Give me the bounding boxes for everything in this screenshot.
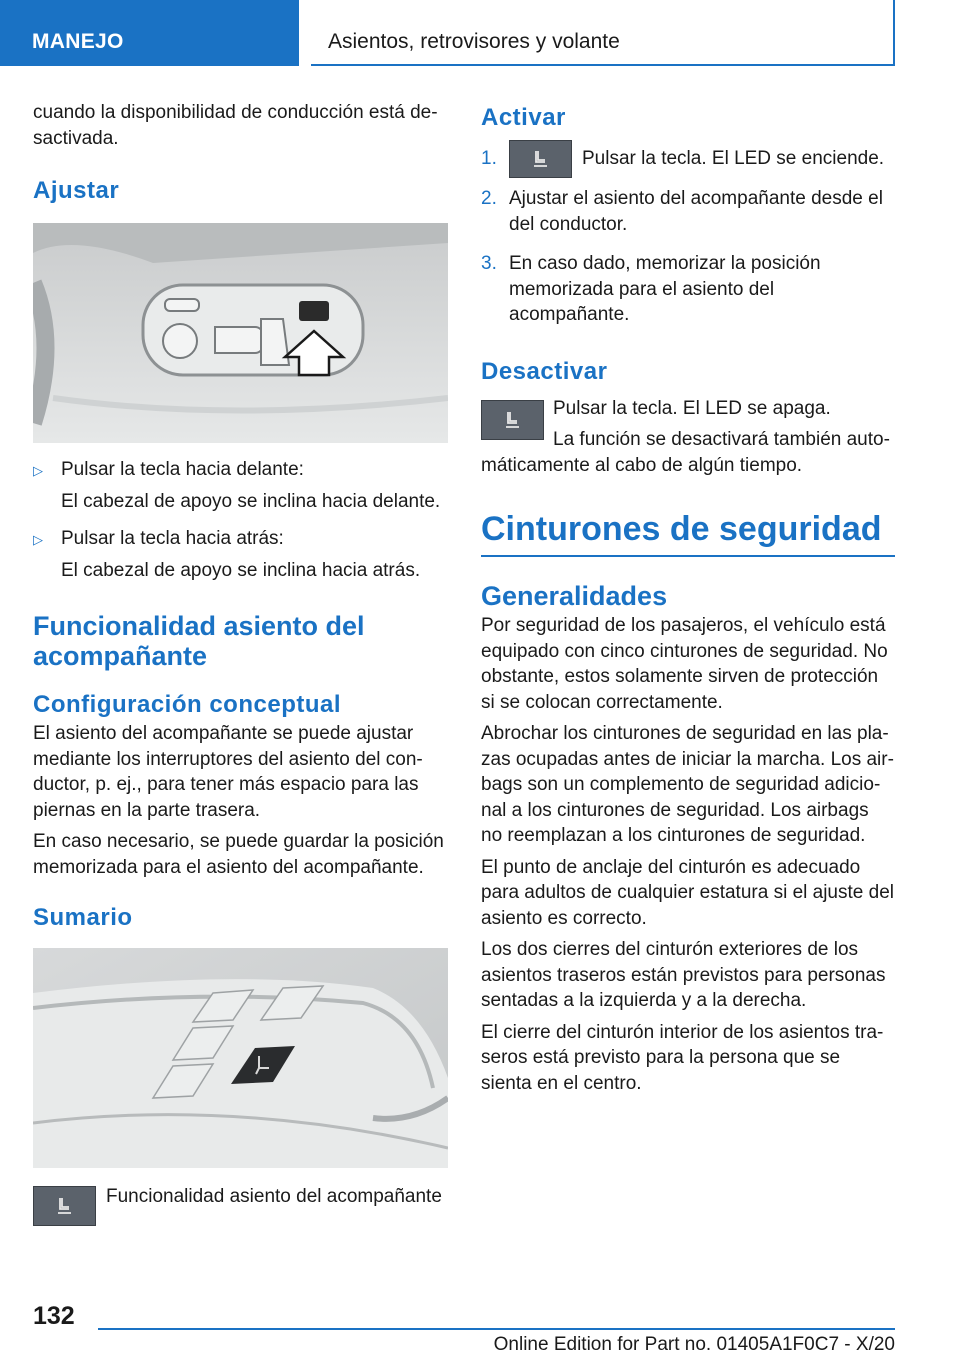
page-number: 132 — [33, 1302, 75, 1330]
seat-passenger-icon — [33, 1186, 96, 1226]
seat-button-photo — [33, 948, 448, 1168]
config-paragraph-2: En caso necesario, se puede guardar la posición memorizada para el asiento del acompañante. — [33, 831, 444, 878]
footer-divider — [98, 1328, 895, 1330]
header-section-label: MANEJO — [32, 30, 124, 53]
activar-heading: Activar — [481, 104, 566, 131]
step-number: 2. — [481, 188, 497, 209]
seat-passenger-icon — [509, 140, 572, 178]
header-section-tab — [0, 0, 299, 66]
paragraph: Los dos cierres del cinturón exteriores de los asientos traseros están previstos para personas sentadas a la izquierda y a la derecha. — [481, 939, 886, 1011]
triangle-right-icon: ▷ — [33, 463, 43, 478]
seat-passenger-icon — [481, 400, 544, 440]
section-divider — [481, 555, 895, 557]
sumario-heading: Sumario — [33, 904, 133, 931]
header-chapter-box — [311, 0, 895, 66]
step-text: En caso dado, memorizar la posición memorizada para el asiento del acompañante. — [509, 253, 821, 325]
bullet-sub: El cabezal de apoyo se inclina hacia atrás. — [61, 559, 421, 581]
left-column — [33, 100, 448, 1226]
desactivar-paragraph-2: La función se desactivará también automáticamente al cabo de algún tiempo. — [481, 429, 890, 476]
list-item — [33, 457, 448, 520]
cinturones-heading: Cinturones de seguridad — [481, 510, 882, 548]
intro-paragraph: cuando la disponibilidad de conducción está desactivada. — [33, 102, 438, 149]
paragraph: Abrochar los cinturones de seguridad en las plazas ocupadas antes de iniciar la marcha. Los airbags son un complemento de seguridad adicional a los cinturones de seguridad. Los airbags no reemplazan a los cinturones de seguridad. — [481, 723, 894, 846]
list-item — [33, 526, 448, 589]
config-heading: Configuración conceptual — [33, 691, 342, 718]
key-caption: Funcionalidad asiento del acompañante — [106, 1186, 442, 1207]
seat-switch-photo — [33, 223, 448, 443]
triangle-right-icon: ▷ — [33, 532, 43, 547]
paragraph: El cierre del cinturón interior de los asientos traseros está previsto para la persona que se sienta en el centro. — [481, 1021, 884, 1094]
desactivar-paragraph-1: Pulsar la tecla. El LED se apaga. — [553, 397, 831, 419]
step-text: Ajustar el asiento del acompañante desde el del conductor. — [509, 188, 883, 235]
ajustar-heading: Ajustar — [33, 177, 120, 204]
config-paragraph-1: El asiento del acompañante se puede ajustar mediante los interruptores del asiento del conductor, p. ej., para tener más espacio para las piernas en la parte trasera. — [33, 723, 423, 821]
header-chapter-label: Asientos, retrovisores y volante — [328, 30, 620, 53]
step-number: 3. — [481, 253, 497, 274]
func-heading: Funcionalidad asiento del acompañante — [33, 611, 365, 671]
step-text: Pulsar la tecla. El LED se enciende. — [582, 148, 885, 169]
step-number: 1. — [481, 148, 497, 169]
list-item — [481, 186, 895, 243]
desactivar-heading: Desactivar — [481, 357, 608, 385]
bullet-main: Pulsar la tecla hacia delante: — [61, 459, 304, 480]
paragraph: Por seguridad de los pasajeros, el vehículo está equipado con cinco cinturones de seguridad. No obstante, estos solamente sirven de protección si se colocan correctamente. — [481, 615, 888, 713]
bullet-main: Pulsar la tecla hacia atrás: — [61, 528, 284, 549]
list-item — [481, 146, 895, 178]
generalidades-heading: Generalidades — [481, 581, 668, 611]
right-column — [481, 104, 895, 1102]
bullet-sub: El cabezal de apoyo se inclina hacia delante. — [61, 490, 441, 512]
paragraph: El punto de anclaje del cinturón es adecuado para adultos de cualquier estatura si el ajuste del asiento es correcto. — [481, 856, 894, 929]
list-item — [481, 251, 895, 334]
footer-edition: Online Edition for Part no. 01405A1F0C7 - X/20 — [493, 1334, 895, 1355]
